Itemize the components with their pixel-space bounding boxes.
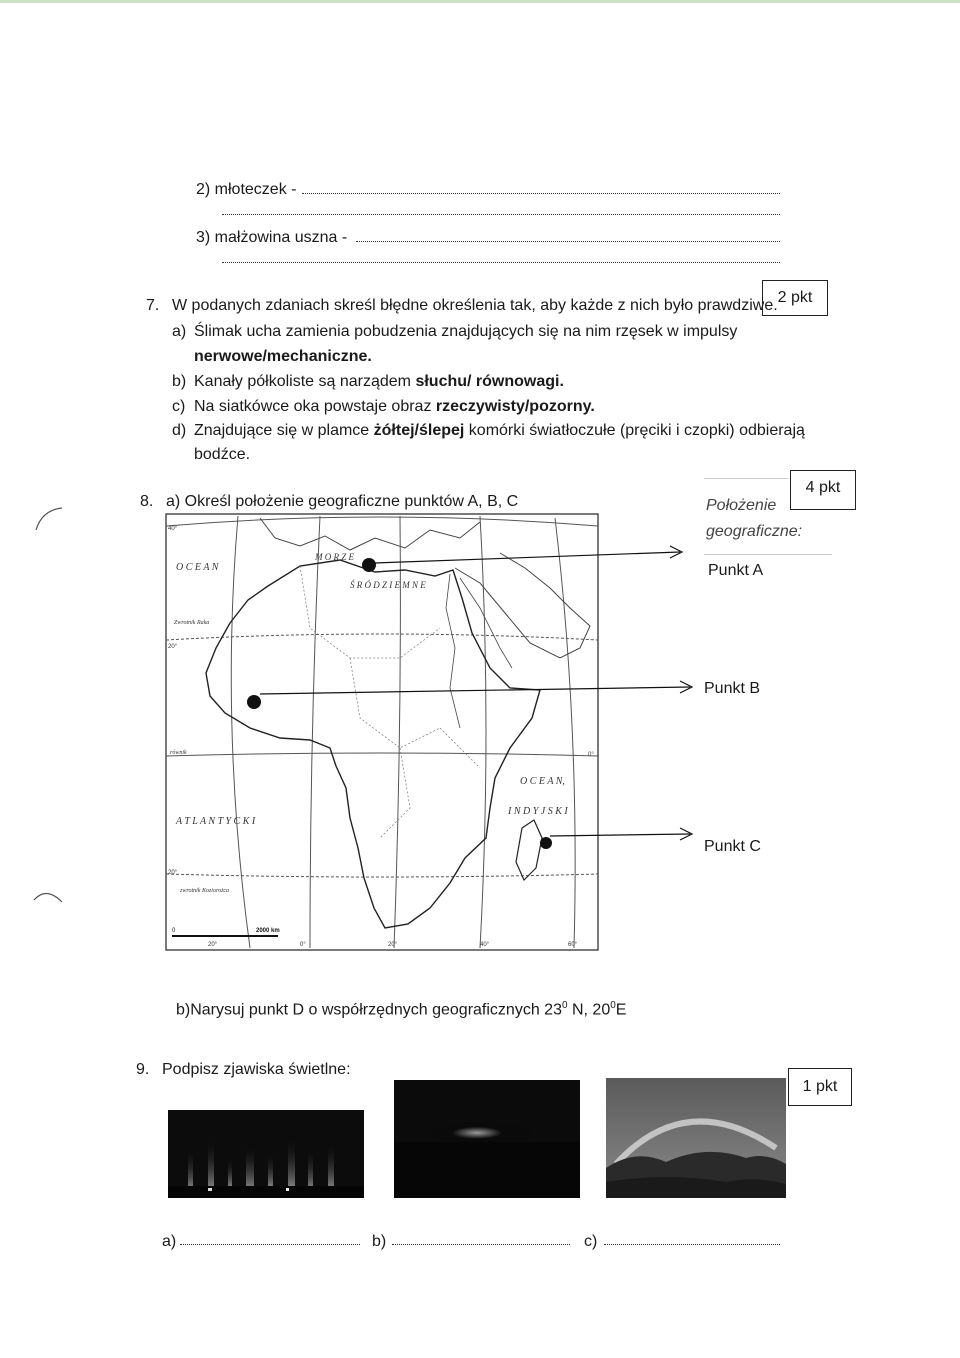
parallel-equator <box>166 753 598 756</box>
q8-header-rule-top <box>704 478 788 479</box>
meridian-60e <box>555 518 575 948</box>
africa-coastline <box>206 560 540 928</box>
q8-punkt-b: Punkt B <box>704 680 761 697</box>
label-sea-2: Ś R Ó D Z I E M N E <box>350 580 426 590</box>
arrow-a-line <box>375 552 680 563</box>
q8-part-b-degree-1: 0 <box>561 1000 568 1011</box>
q8-part-b <box>176 996 626 1020</box>
q7-b-label: b) <box>172 373 187 390</box>
q7-d-text-pre: Znajdujące się w plamce <box>194 422 374 439</box>
photo-sunset-graphic <box>394 1080 580 1198</box>
label-lon-20e: 20° <box>388 942 398 948</box>
q6-item3-label: 3) małżowina uszna - <box>196 229 348 246</box>
q8-header-rule-bottom <box>704 554 832 555</box>
photo-rainbow <box>606 1078 786 1198</box>
punch-mark-bottom <box>28 880 68 920</box>
nile-river <box>446 574 460 728</box>
meridian-0 <box>310 516 320 948</box>
q7-b-line <box>194 372 564 392</box>
photo-rainbow-graphic <box>606 1078 786 1198</box>
q9-points-box <box>788 1068 852 1106</box>
label-sea-1: M O R Z E <box>315 552 354 562</box>
q7-b-text: Kanały półkoliste są narządem <box>194 373 416 390</box>
q7-a-choice[interactable]: nerwowe/mechaniczne. <box>194 348 372 365</box>
label-lat-0: 0° <box>588 752 594 758</box>
q6-item3 <box>196 228 347 248</box>
q9-a-label: a) <box>162 1233 177 1250</box>
q7-d-choice[interactable]: żółtej/ślepej <box>373 422 465 439</box>
arabia-coastline <box>455 553 590 658</box>
q8-part-b-mid: N, 20 <box>567 1001 611 1019</box>
q7-d-line <box>194 421 805 441</box>
q9-c-label: c) <box>584 1233 598 1250</box>
q7-points-box <box>762 280 828 316</box>
q7-b-choice[interactable]: słuchu/ równowagi. <box>415 373 564 390</box>
q8-part-b-degree-2: 0 <box>610 1000 616 1011</box>
q8-points-box <box>790 470 856 510</box>
q7-number: 7. <box>146 297 160 314</box>
q7-a-text: Ślimak ucha zamienia pobudzenia znajdujących się na nim rzęsek w impulsy <box>194 323 738 340</box>
label-ocean-atlantic-2: A T L A N T Y C K I <box>176 816 256 827</box>
q8-points: 4 pkt <box>805 479 841 496</box>
q8-header-line1: Położenie <box>706 497 777 514</box>
q7-c-label: c) <box>172 398 186 415</box>
label-lon-40e: 40° <box>480 942 490 948</box>
photo-aurora-graphic <box>168 1110 364 1198</box>
label-ocean-atlantic-1: O C E A N <box>176 562 219 573</box>
q9-b-answer-line[interactable] <box>392 1244 570 1245</box>
parallel-40n <box>166 517 598 526</box>
point-a-marker <box>362 558 376 572</box>
label-ocean-indian-2: I N D Y J S K I <box>508 806 568 817</box>
photo-aurora <box>168 1110 364 1198</box>
label-lon-60e: 60° <box>568 942 578 948</box>
label-equator: równik <box>170 750 187 756</box>
q7-c-choice[interactable]: rzeczywisty/pozorny. <box>435 398 595 415</box>
q6-item3-answer-line-1[interactable] <box>356 241 780 242</box>
label-lat-20s: 20° <box>168 870 178 876</box>
label-lat-40n: 40° <box>168 526 178 532</box>
q9-b-label: b) <box>372 1233 387 1250</box>
q7-d-label: d) <box>172 422 187 439</box>
label-tropic-south: zwrotnik Koziorożca <box>180 888 230 894</box>
q8-number: 8. <box>140 493 154 510</box>
q9-number: 9. <box>136 1061 150 1078</box>
q6-item2 <box>196 180 296 200</box>
q7-d-text-cont: bodźce. <box>194 446 251 463</box>
punch-mark-top <box>28 500 68 540</box>
arrow-b-line <box>260 687 690 694</box>
arrow-c-line <box>550 834 690 836</box>
point-c-marker <box>540 837 552 849</box>
q9-a-answer-line[interactable] <box>180 1244 360 1245</box>
q8-header-line2: geograficzne: <box>706 523 803 540</box>
q9-points: 1 pkt <box>802 1078 838 1095</box>
q8-part-b-text: b)Narysuj punkt D o współrzędnych geograficznych 23 <box>176 1001 562 1019</box>
africa-map <box>150 508 700 958</box>
red-sea <box>460 578 512 668</box>
parallel-tropic-capricorn <box>166 874 598 877</box>
q7-points: 2 pkt <box>777 289 813 306</box>
label-lon-0: 0° <box>300 942 306 948</box>
madagascar-outline <box>516 820 542 880</box>
parallel-tropic-cancer <box>166 634 598 640</box>
q7-question: W podanych zdaniach skreśl błędne określenia tak, aby każde z nich było prawdziwe. <box>172 297 778 314</box>
scale-zero: 0 <box>172 928 176 934</box>
q6-item2-answer-line-1[interactable] <box>302 193 780 194</box>
label-lon-20w: 20° <box>208 942 218 948</box>
page-top-edge <box>0 0 960 3</box>
photo-sunset <box>394 1080 580 1198</box>
q8-part-b-end: E <box>615 1001 627 1019</box>
q7-a-label: a) <box>172 323 187 340</box>
q6-item3-answer-line-2[interactable] <box>222 262 780 263</box>
q7-d-text-post: komórki światłoczułe (pręciki i czopki) odbierają <box>464 422 805 439</box>
meridian-40e <box>480 516 486 948</box>
q6-item2-label: 2) młoteczek - <box>196 181 297 198</box>
label-tropic-north: Zwrotnik Raka <box>174 620 210 626</box>
q8-punkt-c: Punkt C <box>704 838 761 855</box>
q6-item2-answer-line-2[interactable] <box>222 214 780 215</box>
label-lat-20n: 20° <box>168 644 178 650</box>
q9-question: Podpisz zjawiska świetlne: <box>162 1061 351 1078</box>
q7-c-line <box>194 397 595 417</box>
country-borders <box>300 566 480 838</box>
q8-question: a) Określ położenie geograficzne punktów A, B, C <box>166 493 519 510</box>
meridian-20w <box>231 516 250 948</box>
scale-label: 2000 km <box>256 928 280 934</box>
europe-coastline <box>260 518 480 550</box>
q9-c-answer-line[interactable] <box>604 1244 780 1245</box>
point-b-marker <box>247 695 261 709</box>
label-ocean-indian-1: O C E A N, <box>520 776 565 787</box>
q8-punkt-a: Punkt A <box>708 562 764 579</box>
q7-c-text: Na siatkówce oka powstaje obraz <box>194 398 436 415</box>
